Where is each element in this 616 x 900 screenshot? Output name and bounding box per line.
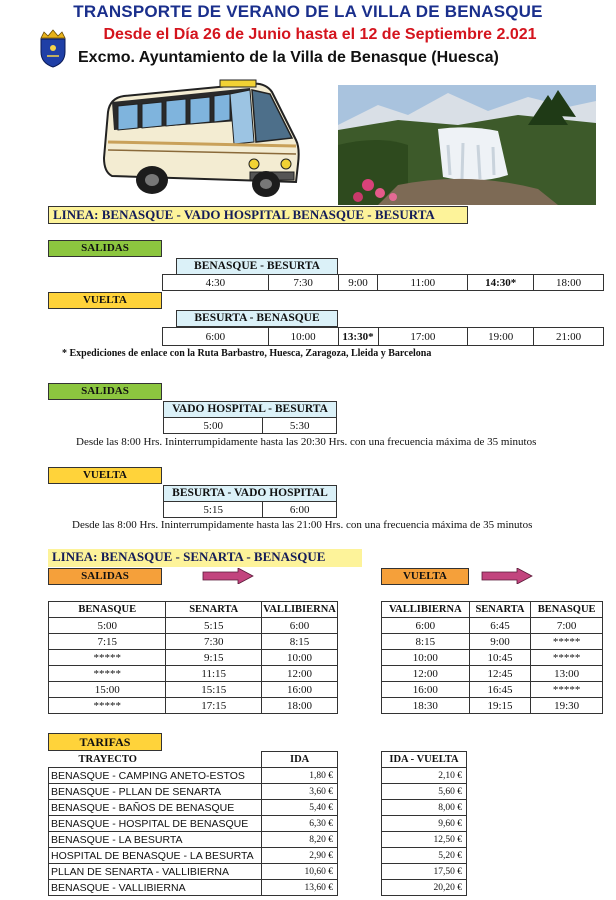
time-cell: 9:00 xyxy=(469,634,531,650)
time-cell: 11:15 xyxy=(166,666,262,682)
table-row xyxy=(382,618,603,634)
line2-back-table xyxy=(381,601,603,714)
table-row xyxy=(382,832,467,848)
time-cell: 8:15 xyxy=(262,634,338,650)
time-cell: 7:30 xyxy=(166,634,262,650)
route-cell: BENASQUE - LA BESURTA xyxy=(49,832,262,848)
bus-illustration xyxy=(100,72,312,200)
route-cell: BENASQUE - HOSPITAL DE BENASQUE xyxy=(49,816,262,832)
table-row xyxy=(382,864,467,880)
column-header: VALLIBIERNA xyxy=(262,602,338,618)
time-cell: 16:00 xyxy=(262,682,338,698)
time-cell: ***** xyxy=(49,650,166,666)
page-title: TRANSPORTE DE VERANO DE LA VILLA DE BENASQUE xyxy=(73,2,543,21)
table-row xyxy=(49,650,338,666)
arrow-right-icon xyxy=(202,568,254,584)
table-row xyxy=(49,634,338,650)
column-header: BENASQUE xyxy=(531,602,603,618)
time-cell: 5:15 xyxy=(166,618,262,634)
time-cell: 7:15 xyxy=(49,634,166,650)
waterfall-photo xyxy=(338,85,596,205)
time-cell: 21:00 xyxy=(534,328,604,346)
shuttle-back-route: BESURTA - VADO HOSPITAL xyxy=(163,485,337,502)
price-cell: 2,10 € xyxy=(382,768,467,784)
time-cell: 6:00 xyxy=(263,502,337,518)
time-cell: 12:00 xyxy=(262,666,338,682)
price-cell: 17,50 € xyxy=(382,864,467,880)
time-cell: 9:15 xyxy=(166,650,262,666)
table-row xyxy=(382,650,603,666)
table-row xyxy=(49,816,338,832)
table-row xyxy=(382,816,467,832)
time-cell: 15:00 xyxy=(49,682,166,698)
time-cell: 19:30 xyxy=(531,698,603,714)
route-cell: BENASQUE - VALLIBIERNA xyxy=(49,880,262,896)
column-header: IDA - VUELTA xyxy=(382,752,467,768)
table-row xyxy=(49,666,338,682)
price-cell: 20,20 € xyxy=(382,880,467,896)
table-row xyxy=(49,880,338,896)
price-cell: 5,20 € xyxy=(382,848,467,864)
shuttle-out-route: VADO HOSPITAL - BESURTA xyxy=(163,401,337,418)
time-cell: 6:00 xyxy=(163,328,269,346)
time-cell: 19:00 xyxy=(468,328,534,346)
table-row xyxy=(382,666,603,682)
time-cell: 10:00 xyxy=(268,328,338,346)
line1-salidas-label: SALIDAS xyxy=(48,240,162,257)
price-cell: 3,60 € xyxy=(262,784,338,800)
time-cell: 10:45 xyxy=(469,650,531,666)
time-cell: 16:00 xyxy=(382,682,470,698)
table-row xyxy=(49,768,338,784)
line2-out-table xyxy=(48,601,338,714)
time-cell: ***** xyxy=(49,666,166,682)
price-cell: 12,50 € xyxy=(382,832,467,848)
time-cell: 7:00 xyxy=(531,618,603,634)
time-cell: 5:00 xyxy=(49,618,166,634)
column-header: SENARTA xyxy=(166,602,262,618)
column-header: SENARTA xyxy=(469,602,531,618)
arrow-right-icon xyxy=(481,568,533,584)
time-cell: 18:30 xyxy=(382,698,470,714)
time-cell: 15:15 xyxy=(166,682,262,698)
price-cell: 13,60 € xyxy=(262,880,338,896)
time-cell: 17:00 xyxy=(378,328,468,346)
table-row xyxy=(382,634,603,650)
table-row xyxy=(49,848,338,864)
price-cell: 10,60 € xyxy=(262,864,338,880)
table-row xyxy=(49,832,338,848)
table-row xyxy=(382,880,467,896)
shuttle-out-times xyxy=(163,417,337,434)
route-cell: BENASQUE - CAMPING ANETO-ESTOS xyxy=(49,768,262,784)
time-cell: 17:15 xyxy=(166,698,262,714)
table-row xyxy=(382,800,467,816)
time-cell: ***** xyxy=(531,650,603,666)
price-cell: 1,80 € xyxy=(262,768,338,784)
line2-salidas-label: SALIDAS xyxy=(48,568,162,585)
price-cell: 5,60 € xyxy=(382,784,467,800)
price-cell: 2,90 € xyxy=(262,848,338,864)
table-row xyxy=(49,698,338,714)
time-cell: 9:00 xyxy=(338,275,378,291)
line1-vuelta-label: VUELTA xyxy=(48,292,162,309)
organization: Excmo. Ayuntamiento de la Villa de Benasque (Huesca) xyxy=(78,49,499,66)
shuttle-salidas-label: SALIDAS xyxy=(48,383,162,400)
time-cell: 11:00 xyxy=(378,275,468,291)
column-header: TRAYECTO xyxy=(78,753,137,765)
shuttle-back-times xyxy=(163,501,337,518)
price-cell: 5,40 € xyxy=(262,800,338,816)
time-cell: 4:30 xyxy=(163,275,269,291)
table-row xyxy=(49,800,338,816)
table-row xyxy=(382,848,467,864)
line1-title: LINEA: BENASQUE - VADO HOSPITAL BENASQUE - BESURTA xyxy=(48,206,468,224)
route-cell: HOSPITAL DE BENASQUE - LA BESURTA xyxy=(49,848,262,864)
column-header: BENASQUE xyxy=(49,602,166,618)
line1-back-route: BESURTA - BENASQUE xyxy=(176,310,338,327)
connection-note: * Expediciones de enlace con la Ruta Barbastro, Huesca, Zaragoza, Lleida y Barcelona xyxy=(62,348,432,359)
time-cell: 6:00 xyxy=(262,618,338,634)
time-cell: 7:30 xyxy=(268,275,338,291)
table-row xyxy=(49,618,338,634)
price-cell: 6,30 € xyxy=(262,816,338,832)
price-cell: 8,20 € xyxy=(262,832,338,848)
shuttle-back-frequency: Desde las 8:00 Hrs. Ininterrumpidamente hasta las 21:00 Hrs. con una frecuencia máxima de 35 minutos xyxy=(72,519,533,531)
time-cell: 5:00 xyxy=(164,418,263,434)
route-cell: PLLAN DE SENARTA - VALLIBIERNA xyxy=(49,864,262,880)
date-range: Desde el Día 26 de Junio hasta el 12 de Septiembre 2.021 xyxy=(103,26,537,43)
column-header: IDA xyxy=(262,752,338,768)
time-cell: 10:00 xyxy=(262,650,338,666)
shuttle-out-frequency: Desde las 8:00 Hrs. Ininterrumpidamente hasta las 20:30 Hrs. con una frecuencia máxima de 35 minutos xyxy=(76,436,537,448)
time-cell: ***** xyxy=(531,682,603,698)
coat-of-arms-icon xyxy=(36,28,70,68)
time-cell: 5:15 xyxy=(164,502,263,518)
table-row xyxy=(382,682,603,698)
time-cell: 14:30* xyxy=(468,275,534,291)
time-cell: 5:30 xyxy=(263,418,337,434)
line1-back-times xyxy=(162,327,604,346)
time-cell: 12:45 xyxy=(469,666,531,682)
tarifas-ida-vuelta-table xyxy=(381,751,467,896)
time-cell: 12:00 xyxy=(382,666,470,682)
line2-vuelta-label: VUELTA xyxy=(381,568,469,585)
price-cell: 8,00 € xyxy=(382,800,467,816)
column-header: VALLIBIERNA xyxy=(382,602,470,618)
time-cell: 13:00 xyxy=(531,666,603,682)
time-cell: 13:30* xyxy=(338,328,378,346)
tarifas-ida-table xyxy=(48,751,338,896)
line1-out-route: BENASQUE - BESURTA xyxy=(176,258,338,275)
tarifas-label: TARIFAS xyxy=(48,733,162,751)
time-cell: 16:45 xyxy=(469,682,531,698)
table-row xyxy=(49,784,338,800)
time-cell: 18:00 xyxy=(262,698,338,714)
time-cell: 10:00 xyxy=(382,650,470,666)
table-row xyxy=(382,698,603,714)
time-cell: 19:15 xyxy=(469,698,531,714)
shuttle-vuelta-label: VUELTA xyxy=(48,467,162,484)
price-cell: 9,60 € xyxy=(382,816,467,832)
time-cell: 18:00 xyxy=(534,275,604,291)
time-cell: 8:15 xyxy=(382,634,470,650)
time-cell: 6:00 xyxy=(382,618,470,634)
table-row xyxy=(382,768,467,784)
route-cell: BENASQUE - PLLAN DE SENARTA xyxy=(49,784,262,800)
table-row xyxy=(49,682,338,698)
line1-out-times xyxy=(162,274,604,291)
line2-title: LINEA: BENASQUE - SENARTA - BENASQUE xyxy=(48,549,362,567)
time-cell: ***** xyxy=(49,698,166,714)
table-row xyxy=(382,784,467,800)
table-row xyxy=(49,864,338,880)
time-cell: ***** xyxy=(531,634,603,650)
time-cell: 6:45 xyxy=(469,618,531,634)
route-cell: BENASQUE - BAÑOS DE BENASQUE xyxy=(49,800,262,816)
